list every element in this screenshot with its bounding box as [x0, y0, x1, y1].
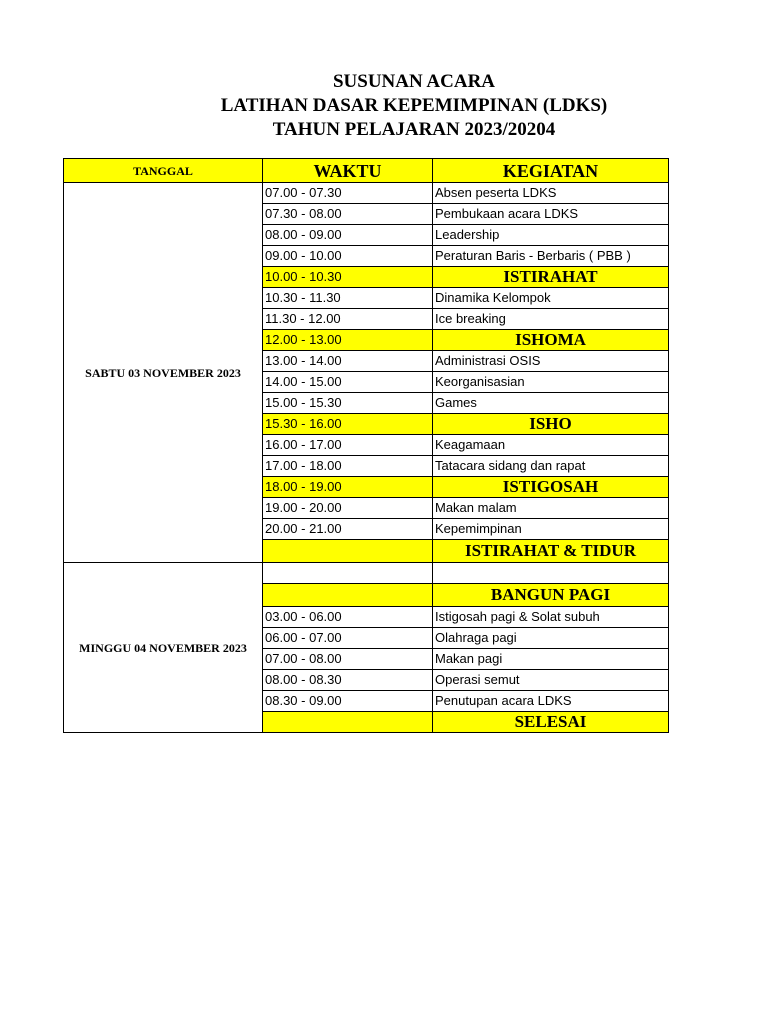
waktu-cell: [263, 563, 433, 584]
waktu-cell: 17.00 - 18.00: [263, 456, 433, 477]
waktu-cell: 07.00 - 07.30: [263, 183, 433, 204]
waktu-cell: 11.30 - 12.00: [263, 309, 433, 330]
waktu-cell: 19.00 - 20.00: [263, 498, 433, 519]
waktu-cell: 08.00 - 09.00: [263, 225, 433, 246]
kegiatan-cell: Penutupan acara LDKS: [433, 691, 669, 712]
kegiatan-cell: Makan malam: [433, 498, 669, 519]
break-label-cell: ISTIRAHAT & TIDUR: [433, 540, 669, 563]
day-1-cell: [64, 183, 263, 563]
kegiatan-cell: Peraturan Baris - Berbaris ( PBB ): [433, 246, 669, 267]
kegiatan-cell: Absen peserta LDKS: [433, 183, 669, 204]
break-label-cell: SELESAI: [433, 712, 669, 733]
header-tanggal: TANGGAL: [64, 159, 263, 183]
waktu-cell: 13.00 - 14.00: [263, 351, 433, 372]
waktu-cell: 03.00 - 06.00: [263, 607, 433, 628]
waktu-cell: 10.30 - 11.30: [263, 288, 433, 309]
waktu-cell: 20.00 - 21.00: [263, 519, 433, 540]
break-label-cell: ISTIGOSAH: [433, 477, 669, 498]
table-row: [64, 563, 669, 584]
break-label-cell: ISHO: [433, 414, 669, 435]
kegiatan-cell: Keagamaan: [433, 435, 669, 456]
kegiatan-cell: [433, 563, 669, 584]
break-label-cell: ISTIRAHAT: [433, 267, 669, 288]
title-line-2: LATIHAN DASAR KEPEMIMPINAN (LDKS): [220, 95, 608, 116]
waktu-cell: 18.00 - 19.00: [263, 477, 433, 498]
waktu-cell: 08.00 - 08.30: [263, 670, 433, 691]
waktu-cell: 10.00 - 10.30: [263, 267, 433, 288]
kegiatan-cell: Administrasi OSIS: [433, 351, 669, 372]
waktu-cell: [263, 584, 433, 607]
kegiatan-cell: Pembukaan acara LDKS: [433, 204, 669, 225]
table-row: [64, 183, 669, 204]
waktu-cell: [263, 712, 433, 733]
table-header-row: [64, 159, 669, 183]
day-2-label: MINGGU 04 NOVEMBER 2023: [79, 640, 247, 655]
kegiatan-cell: Ice breaking: [433, 309, 669, 330]
day-2-cell: [64, 563, 263, 733]
waktu-cell: 15.00 - 15.30: [263, 393, 433, 414]
header-kegiatan: KEGIATAN: [433, 159, 669, 183]
title-line-1: SUSUNAN ACARA: [332, 71, 496, 92]
waktu-cell: [263, 540, 433, 563]
waktu-cell: 14.00 - 15.00: [263, 372, 433, 393]
kegiatan-cell: Tatacara sidang dan rapat: [433, 456, 669, 477]
waktu-cell: 15.30 - 16.00: [263, 414, 433, 435]
waktu-cell: 12.00 - 13.00: [263, 330, 433, 351]
waktu-cell: 07.00 - 08.00: [263, 649, 433, 670]
waktu-cell: 09.00 - 10.00: [263, 246, 433, 267]
break-label-cell: BANGUN PAGI: [433, 584, 669, 607]
kegiatan-cell: Operasi semut: [433, 670, 669, 691]
break-label-cell: ISHOMA: [433, 330, 669, 351]
kegiatan-cell: Kepemimpinan: [433, 519, 669, 540]
title-line-3: TAHUN PELAJARAN 2023/20204: [272, 119, 556, 140]
document-title: [0, 70, 768, 142]
kegiatan-cell: Leadership: [433, 225, 669, 246]
kegiatan-cell: Makan pagi: [433, 649, 669, 670]
waktu-cell: 06.00 - 07.00: [263, 628, 433, 649]
waktu-cell: 08.30 - 09.00: [263, 691, 433, 712]
kegiatan-cell: Keorganisasian: [433, 372, 669, 393]
kegiatan-cell: Olahraga pagi: [433, 628, 669, 649]
kegiatan-cell: Games: [433, 393, 669, 414]
kegiatan-cell: Istigosah pagi & Solat subuh: [433, 607, 669, 628]
header-waktu: WAKTU: [263, 159, 433, 183]
day-1-label: SABTU 03 NOVEMBER 2023: [85, 365, 241, 380]
kegiatan-cell: Dinamika Kelompok: [433, 288, 669, 309]
schedule-table: [63, 158, 669, 733]
waktu-cell: 07.30 - 08.00: [263, 204, 433, 225]
waktu-cell: 16.00 - 17.00: [263, 435, 433, 456]
